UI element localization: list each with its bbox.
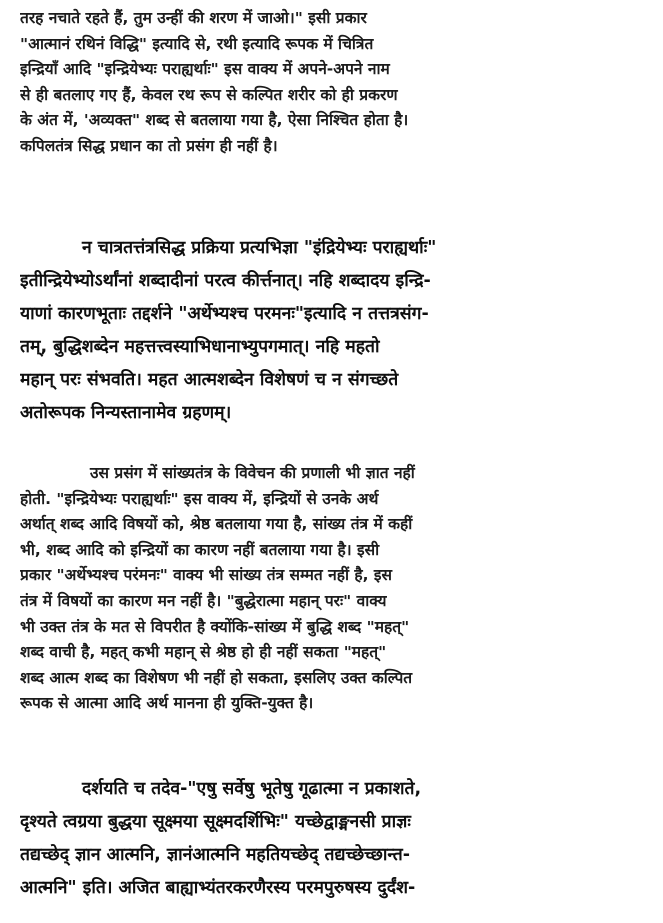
text-line: प्रकार "अर्थेभ्यश्च परंमनः" वाक्य भी सांख्य तंत्र सम्मत नहीं है, इस [20, 566, 392, 585]
text-line: तम्, बुद्धिशब्देन महत्तत्त्वस्याभिधानाभ्युपगमात्। नहि महतो [20, 337, 380, 357]
sanskrit-paragraph-1 [20, 232, 648, 430]
text-line: इतीन्द्रियेभ्योऽर्थांनां शब्दादीनां परत्व कीर्त्तनात्। नहि शब्दादय इन्द्रि- [20, 271, 431, 291]
commentary-paragraph-1 [20, 6, 648, 160]
text-line: शब्द वाची है, महत् कभी महान् से श्रेष्ठ हो ही नहीं सकता "महत्" [20, 643, 387, 662]
text-line: न चात्रतत्तंत्रसिद्ध प्रक्रिया प्रत्यभिज्ञा "इंद्रियेभ्यः पराह्यर्थाः" [82, 238, 437, 258]
text-line: दर्शयति च तदेव-"एषु सर्वेषु भूतेषु गूढात्मा न प्रकाशते, [82, 779, 422, 799]
text-line: इन्द्रियाँ आदि "इन्द्रियेभ्यः पराह्यर्थाः" इस वाक्य में अपने-अपने नाम [20, 60, 390, 79]
text-line: से ही बतलाए गए हैं, केवल रथ रूप से कल्पित शरीर को ही प्रकरण [20, 85, 398, 104]
text-line: रूपक से आत्मा आदि अर्थ मानना ही युक्ति-युक्त है। [20, 694, 314, 713]
text-line: महान् परः संभवति। महत आत्मशब्देन विशेषणं च न संगच्छते [20, 370, 399, 390]
commentary-paragraph-2 [20, 461, 648, 717]
sanskrit-paragraph-2 [20, 773, 648, 905]
text-line: भी उक्त तंत्र के मत से विपरीत है क्योंकि-सांख्य में बुद्धि शब्द "महत्" [20, 617, 410, 636]
text-line: के अंत में, 'अव्यक्त" शब्द से बतलाया गया है, ऐसा निश्चित होता है। [20, 111, 409, 130]
text-line: अतोरूपक निन्यस्तानामेव ग्रहणम्। [20, 403, 232, 423]
text-line: शब्द आत्म शब्द का विशेषण भी नहीं हो सकता, इसलिए उक्त कल्पित [20, 668, 413, 687]
text-line: होती. "इन्द्रियेभ्यः पराह्यर्थाः" इस वाक्य में, इन्द्रियों से उनके अर्थ [20, 489, 379, 508]
text-line: तद्यच्छेद् ज्ञान आत्मनि, ज्ञानंआत्मनि महतियच्छेद् तद्यच्छेच्छान्त- [20, 845, 411, 865]
text-line: भी, शब्द आदि को इन्द्रियों का कारण नहीं बतलाया गया है। इसी [20, 540, 380, 559]
text-line: उस प्रसंग में सांख्यतंत्र के विवेचन की प्रणाली भी ज्ञात नहीं [90, 464, 415, 482]
text-line: याणां कारणभूताः तद्दर्शने "अर्थेभ्यश्च परमनः"इत्यादि न तत्तत्रसंग- [20, 304, 429, 324]
text-line: दृश्यते त्वग्रया बुद्धया सूक्ष्मया सूक्ष्मदर्शिभिः" यच्छेद्वाङ्मनसी प्राज्ञः [20, 812, 411, 832]
text-line: कपिलतंत्र सिद्ध प्रधान का तो प्रसंग ही नहीं है। [20, 136, 278, 155]
text-line: आत्मनि" इति। अजित बाह्याभ्यंतरकरणैरस्य परमपुरुषस्य दुर्दंश- [20, 878, 416, 898]
text-line: "आत्मानं रथिनं विद्धि" इत्यादि से, रथी इत्यादि रूपक में चित्रित [20, 34, 374, 53]
text-line: तरह नचाते रहते हैं, तुम उन्हीं की शरण में जाओ।" इसी प्रकार [20, 9, 367, 27]
text-line: तंत्र में विषयों का कारण मन नहीं है। "बुद्धेरात्मा महान् परः" वाक्य [20, 591, 387, 610]
text-line: अर्थात् शब्द आदि विषयों को, श्रेष्ठ बतलाया गया है, सांख्य तंत्र में कहीं [20, 515, 413, 534]
